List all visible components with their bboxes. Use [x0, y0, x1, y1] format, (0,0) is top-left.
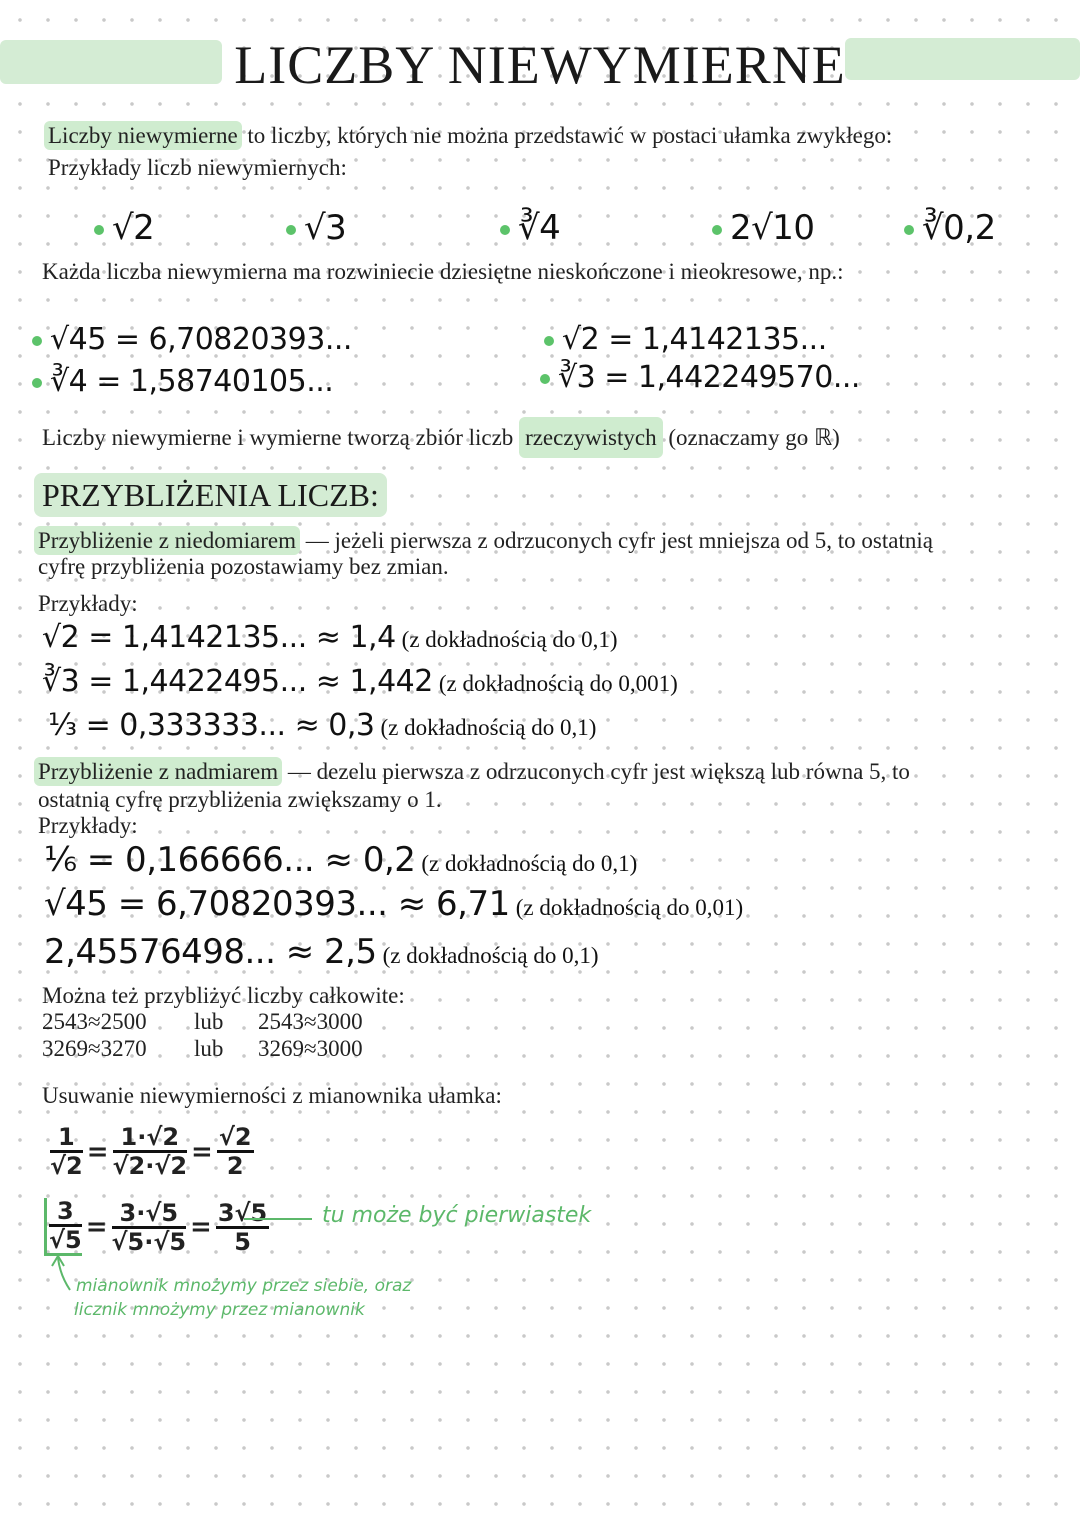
eq2-fraction-3: $\frac{3√5}{5}$: [217, 1198, 268, 1256]
eq1-fraction-2: $\frac{1\cdot√2}{√2\cdot√2}$: [112, 1123, 188, 1180]
nadmiar-rest: — dezelu pierwsza z odrzuconych cyfr jest większą lub równa 5, to: [282, 759, 910, 784]
definition-rest: to liczby, których nie można przedstawić w postaci ułamka zwykłego:: [241, 123, 893, 148]
expansion-cbrt3: ∛3 = 1,442249570...: [540, 360, 860, 396]
decimal-expansion-text: Każda liczba niewymierna ma rozwiniecie dziesiętne nieskończone i nieokresowe, np.:: [42, 259, 844, 284]
eq2-fraction-2: $\frac{3\cdot√5}{√5\cdot√5}$: [111, 1198, 187, 1256]
expansion-sqrt2: √2 = 1,4142135...: [544, 322, 827, 358]
niedomiar-example-2: ∛3 = 1,4422495... ≈ 1,442 (z dokładnością do 0,001): [42, 664, 678, 699]
nadmiar-line2: ostatnią cyfrę przybliżenia zwiększamy o 1.: [38, 787, 442, 812]
examples-label: Przykłady liczb niewymiernych:: [48, 155, 347, 180]
expansion-sqrt45: √45 = 6,70820393...: [32, 322, 352, 358]
integers-row-1: 2543≈2500 lub 2543≈3000: [42, 1009, 363, 1034]
annotation-mianownik-2: licznik mnożymy przez mianownik: [74, 1300, 365, 1320]
example-cbrt4: ∛4: [500, 210, 560, 246]
annotation-tu-moze-byc: tu może być pierwiastek: [322, 1203, 592, 1228]
example-sqrt3: √3: [286, 210, 346, 246]
expansion-cbrt4: ∛4 = 1,58740105...: [32, 364, 333, 400]
term-nadmiar: Przybliżenie z nadmiarem: [34, 757, 282, 786]
eq2-fraction-1: $\frac{3}{√5}$: [44, 1198, 82, 1256]
rationalize-equation-1: $\frac{1}{√2}$ = $\frac{1\cdot√2}{√2\cdot√2}$ = $\frac{√2}{2}$: [50, 1123, 252, 1180]
nadmiar-example-3: 2,45576498... ≈ 2,5 (z dokładnością do 0,1): [44, 932, 599, 972]
niedomiar-examples-label: Przykłady:: [38, 591, 138, 616]
real-numbers-before: Liczby niewymierne i wymierne tworzą zbiór liczb: [42, 425, 520, 450]
nadmiar-examples-label: Przykłady:: [38, 813, 138, 838]
section-title-przyblizenia: PRZYBLIŻENIA LICZB:: [34, 473, 387, 517]
annotation-arrow: [58, 1258, 70, 1290]
niedomiar-line2: cyfrę przybliżenia pozostawiamy bez zmian.: [38, 554, 449, 579]
nadmiar-example-1: ⅙ = 0,166666... ≈ 0,2 (z dokładnością do 0,1): [44, 840, 638, 880]
nadmiar-example-2: √45 = 6,70820393... ≈ 6,71 (z dokładnością do 0,01): [44, 884, 744, 924]
rationalize-label: Usuwanie niewymierności z mianownika ułamka:: [42, 1083, 502, 1108]
integers-row-2: 3269≈3270 lub 3269≈3000: [42, 1036, 363, 1061]
term-liczby-niewymierne: Liczby niewymierne: [44, 121, 242, 150]
niedomiar-example-3: ⅓ = 0,333333... ≈ 0,3 (z dokładnością do 0,1): [48, 708, 597, 743]
real-numbers-after: (oznaczamy go ℝ): [662, 425, 840, 450]
integers-label: Można też przybliżyć liczby całkowite:: [42, 983, 405, 1008]
niedomiar-rest: — jeżeli pierwsza z odrzuconych cyfr jest mniejsza od 5, to ostatnią: [300, 528, 933, 553]
term-niedomiar: Przybliżenie z niedomiarem: [34, 526, 300, 555]
eq1-fraction-3: $\frac{√2}{2}$: [218, 1123, 252, 1180]
eq1-fraction-1: $\frac{1}{√2}$: [50, 1123, 83, 1180]
example-2sqrt10: 2√10: [712, 210, 815, 246]
rationalize-equation-2: $\frac{3}{√5}$ = $\frac{3\cdot√5}{√5\cdot√5}$ = $\frac{3√5}{5}$: [44, 1198, 269, 1256]
page-title: LICZBY NIEWYMIERNE: [234, 35, 846, 95]
example-sqrt2: √2: [94, 210, 154, 246]
term-rzeczywistych: rzeczywistych: [519, 417, 663, 458]
example-cbrt02: ∛0,2: [904, 210, 996, 246]
niedomiar-example-1: √2 = 1,4142135... ≈ 1,4 (z dokładnością do 0,1): [42, 620, 618, 655]
annotation-mianownik-1: mianownik mnożymy przez siebie, oraz: [76, 1276, 412, 1296]
